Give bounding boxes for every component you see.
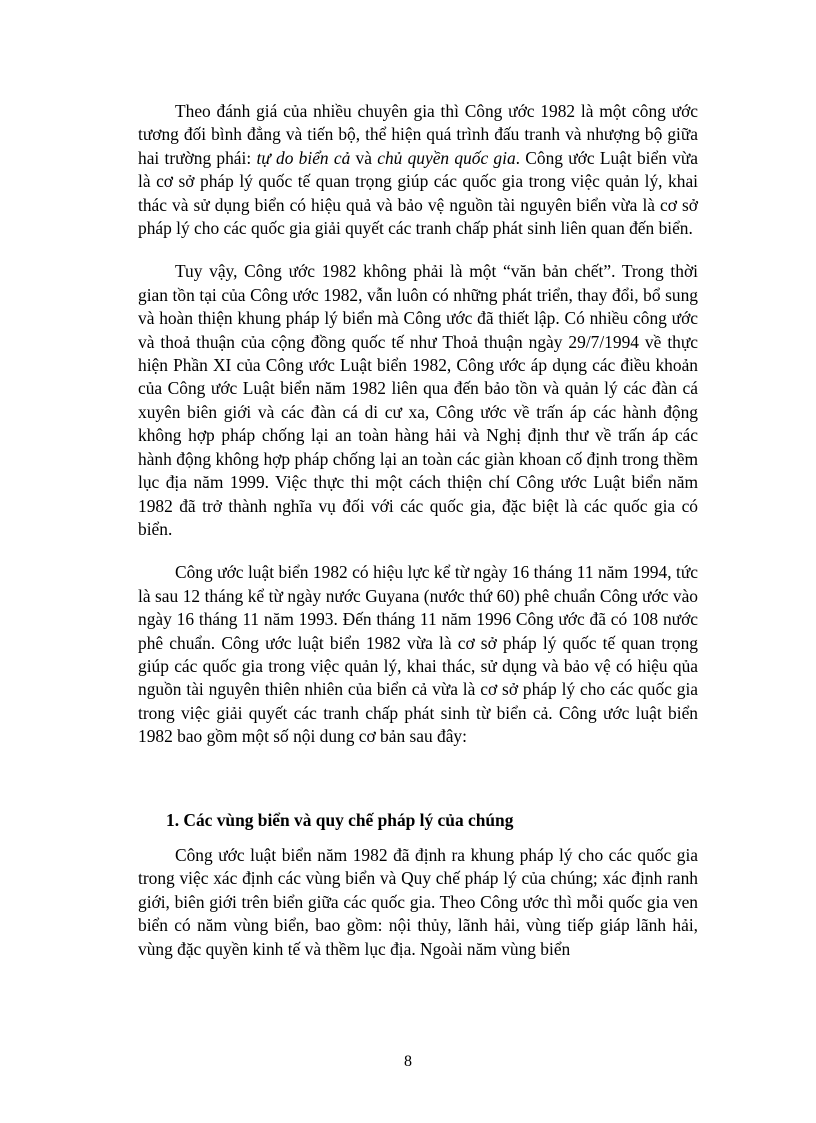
- paragraph-1-text-1: Theo đánh giá của nhiều chuyên gia thì Công ước 1982 là một công ước tương đối bình đẳng và tiến bộ, thể hiện quá trình đấu tranh và nhượng bộ giữa hai trường phái:: [138, 101, 698, 168]
- paragraph-1-text-2: và: [350, 147, 378, 168]
- paragraph-2: Tuy vậy, Công ước 1982 không phải là một “văn bản chết”. Trong thời gian tồn tại của Công ước 1982, vẫn luôn có những phát triển, thay đổi, bổ sung và hoàn thiện khung pháp lý biển mà Công ước đã thiết lập. Có nhiều công ước và thoả thuận của cộng đồng quốc tế như Thoả thuận ngày 29/7/1994 về thực hiện Phần XI của Công ước Luật biển 1982, Công ước áp dụng các điều khoản của Công ước Luật biển năm 1982 liên qua đến bảo tồn và quản lý các đàn cá xuyên biên giới và các đàn cá di cư xa, Công ước về trấn áp các hành động không hợp pháp chống lại an toàn hàng hải và Nghị định thư về trấn áp các hành động không hợp pháp chống lại an toàn các giàn khoan cố định trong thềm lục địa năm 1999. Việc thực thi một cách thiện chí Công ước Luật biển năm 1982 đã trở thành nghĩa vụ đối với các quốc gia, đặc biệt là các quốc gia có biển.: [138, 261, 698, 539]
- paragraph-1: [138, 100, 698, 240]
- section-heading: 1. Các vùng biển và quy chế pháp lý của chúng: [166, 809, 514, 830]
- page-number: 8: [404, 1053, 412, 1070]
- paragraph-3: Công ước luật biển 1982 có hiệu lực kể từ ngày 16 tháng 11 năm 1994, tức là sau 12 tháng kể từ ngày nước Guyana (nước thứ 60) phê chuẩn Công ước vào ngày 16 tháng 11 năm 1993. Đến tháng 11 năm 1996 Công ước đã có 108 nước phê chuẩn. Công ước luật biển 1982 vừa là cơ sở pháp lý quốc tế quan trọng giúp các quốc gia trong việc quản lý, khai thác, sử dụng và bảo vệ có hiệu qủa nguồn tài nguyên thiên nhiên của biển cả vừa là cơ sở pháp lý cho các quốc gia trong việc giải quyết các tranh chấp phát sinh từ biển cả. Công ước luật biển 1982 bao gồm một số nội dung cơ bản sau đây:: [138, 562, 698, 747]
- paragraph-1-emphasis-sovereignty: chủ quyền quốc gia: [377, 147, 516, 168]
- section-paragraph: Công ước luật biển năm 1982 đã định ra khung pháp lý cho các quốc gia trong việc xác định các vùng biển và Quy chế pháp lý của chúng; xác định ranh giới, biên giới trên biển giữa các quốc gia. Theo Công ước thì mỗi quốc gia ven biển có năm vùng biển, bao gồm: nội thủy, lãnh hải, vùng tiếp giáp lãnh hải, vùng đặc quyền kinh tế và thềm lục địa. Ngoài năm vùng biển: [138, 844, 698, 959]
- document-body: [138, 100, 698, 961]
- paragraph-1-emphasis-free-seas: tự do biển cả: [256, 147, 351, 168]
- paragraph-1-text-3: . Công ước Luật biển vừa là cơ sở pháp lý quốc tế quan trọng giúp các quốc gia trong việc quản lý, khai thác và sử dụng biển có hiệu quả và bảo vệ nguồn tài nguyên biển vừa là cơ sở pháp lý cho các quốc gia giải quyết các tranh chấp phát sinh liên quan đến biển.: [138, 147, 698, 239]
